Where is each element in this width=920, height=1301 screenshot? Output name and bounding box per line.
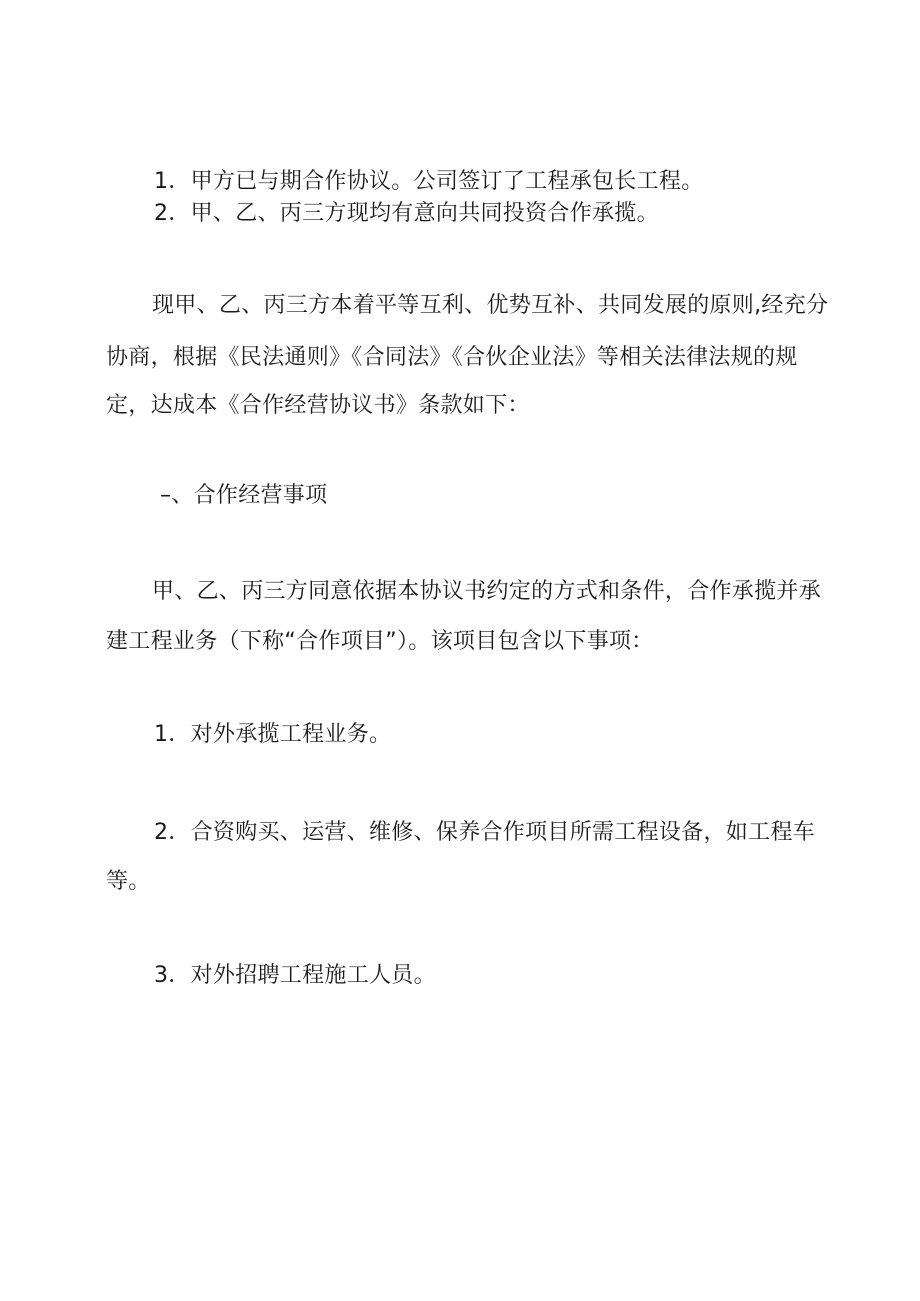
item-3: 3．对外招聘工程施工人员。 [154, 963, 436, 988]
section-title: –、合作经营事项 [160, 483, 328, 508]
section-intro-line-2: 建工程业务（下称“合作项目”）。该项目包含以下事项： [106, 629, 654, 654]
background-item-1: 1．甲方已与期合作协议。公司签订了工程承包长工程。 [154, 169, 704, 194]
item-2-line-2: 等。 [106, 869, 151, 894]
item-1: 1．对外承揽工程业务。 [154, 722, 392, 747]
preamble-line-3: 定，达成本《合作经营协议书》条款如下： [106, 393, 530, 418]
section-intro-line-1: 甲、乙、丙三方同意依据本协议书约定的方式和条件，合作承揽并承 [152, 579, 822, 604]
background-item-2: 2．甲、乙、丙三方现均有意向共同投资合作承揽。 [154, 201, 659, 226]
preamble-line-1: 现甲、乙、丙三方本着平等互利、优势互补、共同发展的原则,经充分 [152, 293, 829, 318]
item-2-line-1: 2．合资购买、运营、维修、保养合作项目所需工程设备，如工程车 [154, 820, 815, 845]
preamble-line-2: 协商，根据《民法通则》《合同法》《合伙企业法》等相关法律法规的规 [106, 345, 798, 370]
